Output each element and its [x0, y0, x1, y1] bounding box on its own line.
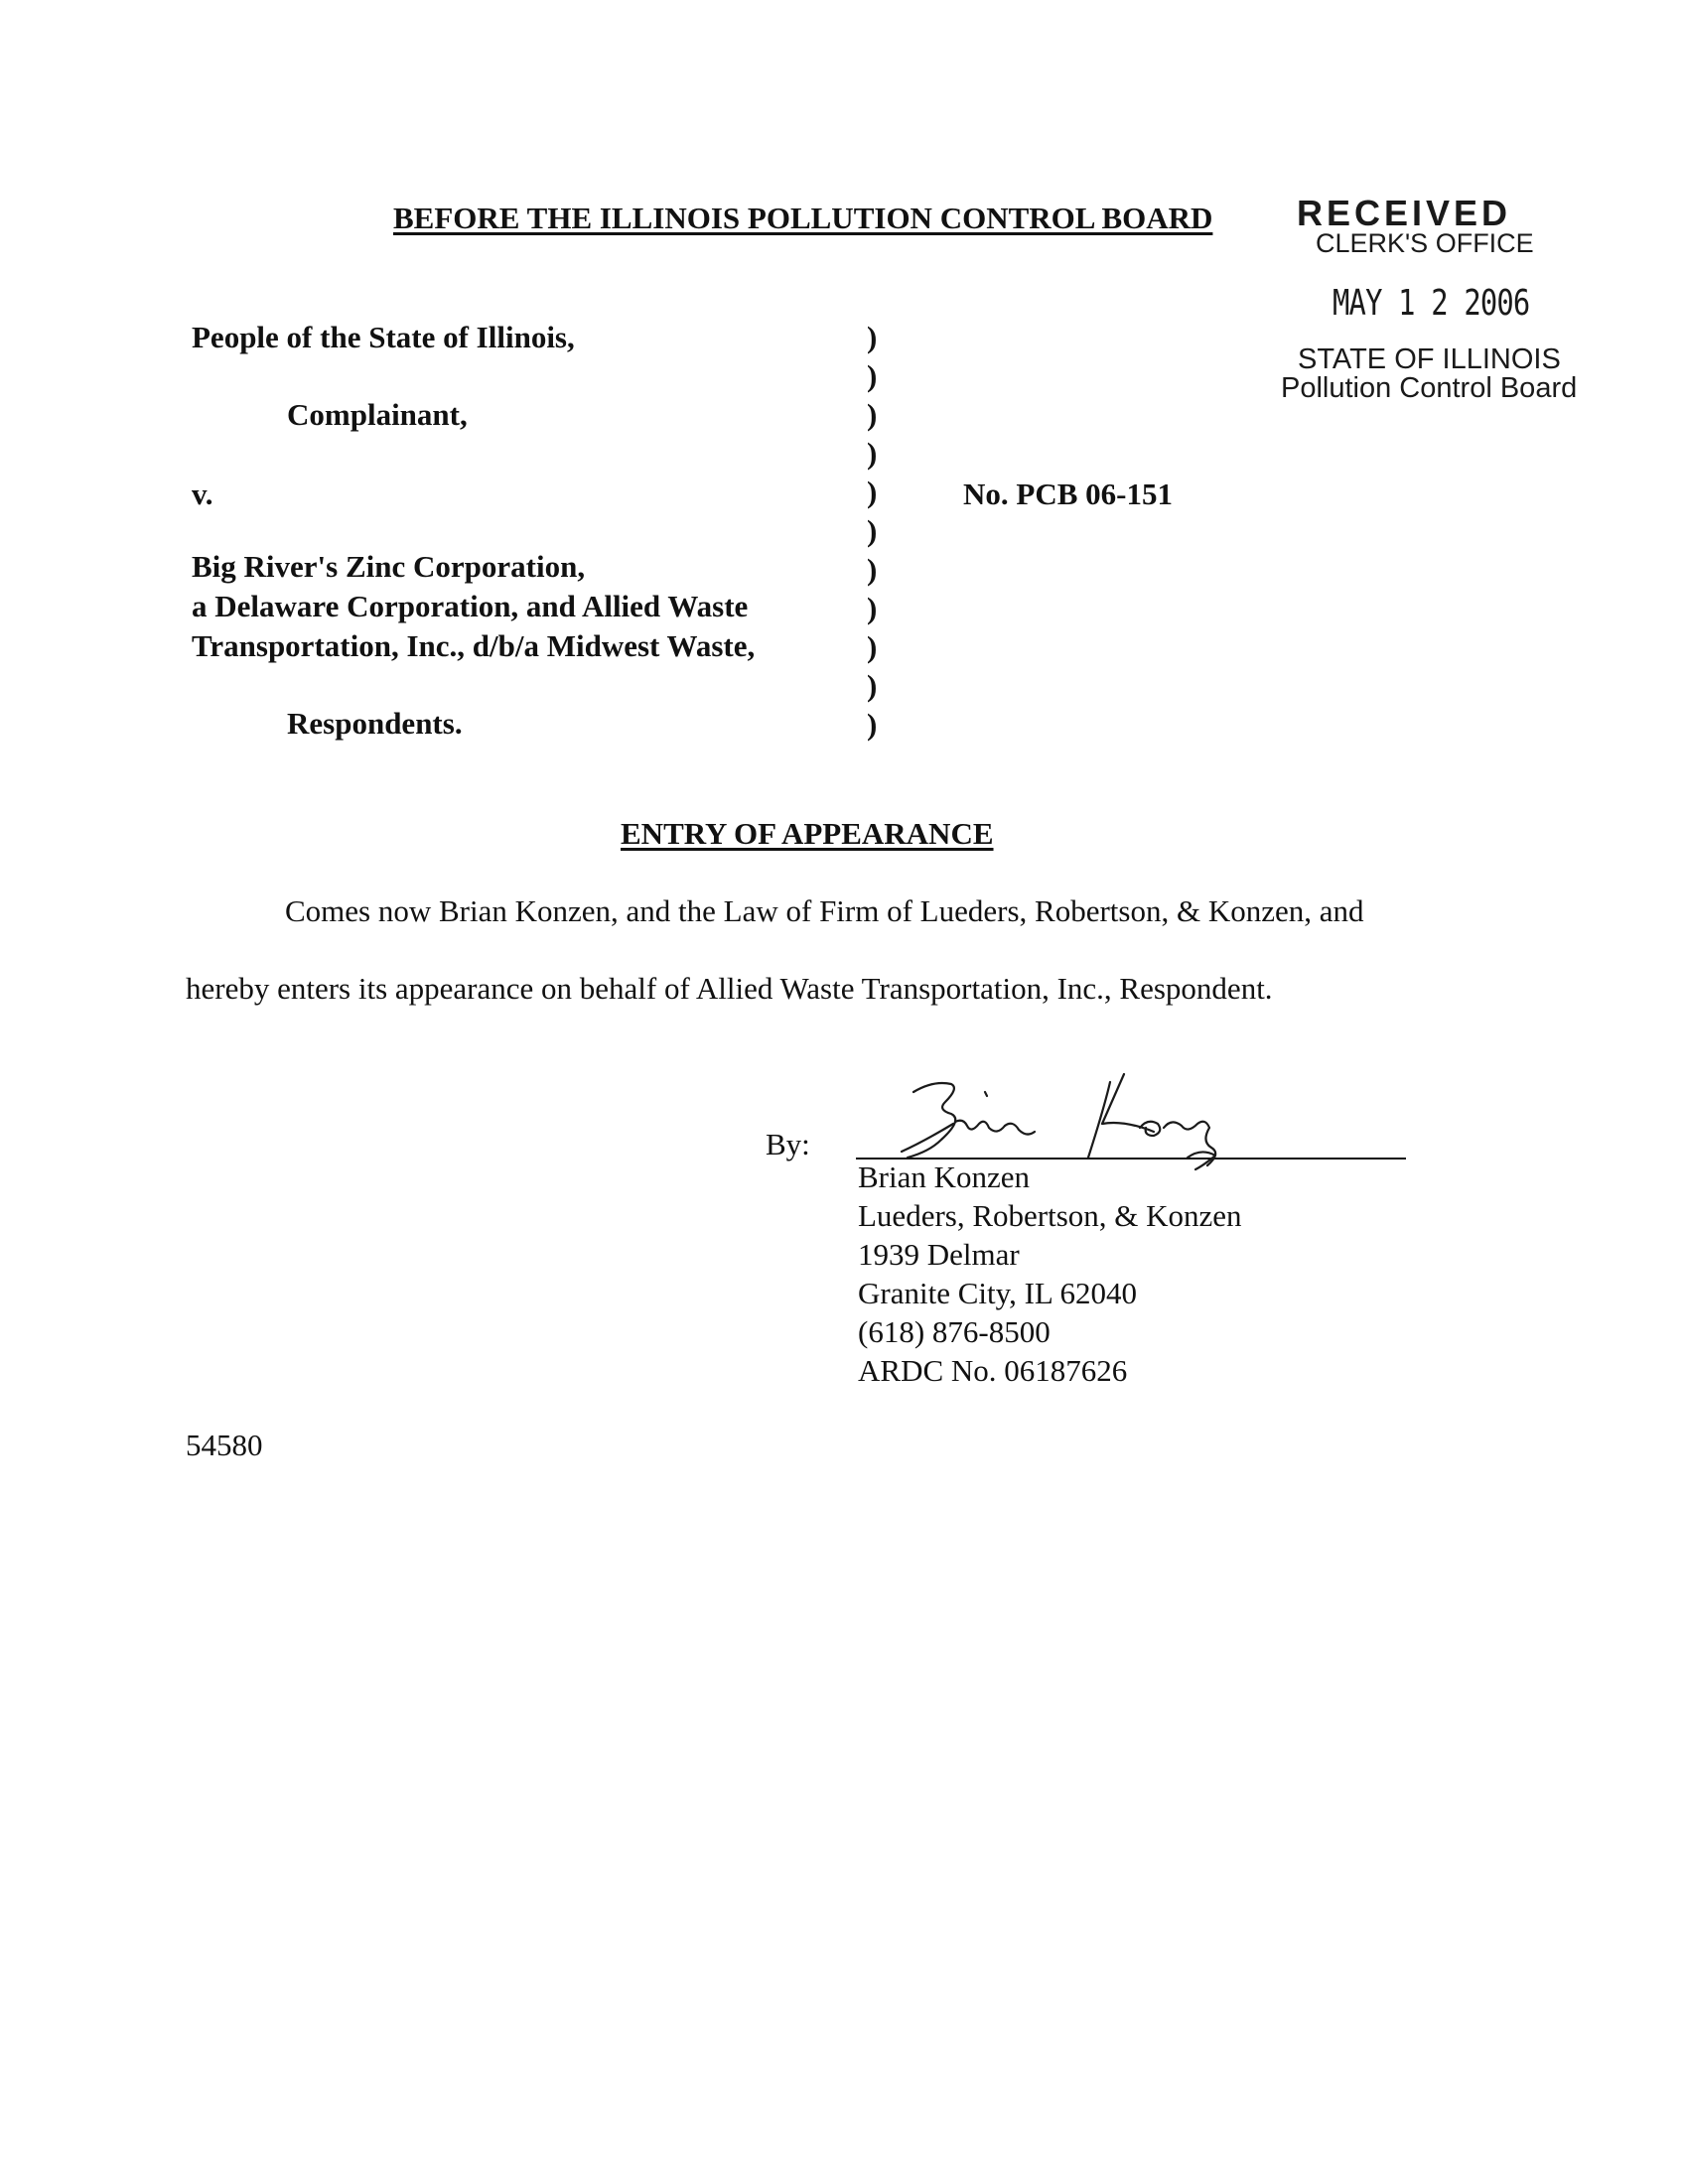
body-text-line: hereby enters its appearance on behalf of Allied Waste Transportation, Inc., Respondent.: [186, 971, 1273, 1006]
caption-paren: ): [867, 513, 878, 548]
caption-respondent-line: Big River's Zinc Corporation,: [192, 549, 586, 584]
caption-versus: v.: [192, 477, 213, 511]
ardc-number: ARDC No. 06187626: [858, 1353, 1128, 1388]
document-number: 54580: [186, 1428, 263, 1462]
city-state-zip: Granite City, IL 62040: [858, 1276, 1137, 1310]
street-address: 1939 Delmar: [858, 1237, 1020, 1272]
by-label: By:: [766, 1127, 810, 1161]
document-title: ENTRY OF APPEARANCE: [621, 816, 994, 851]
caption-paren: ): [867, 707, 878, 742]
caption-paren: ): [867, 629, 878, 664]
caption-complainant-role: Complainant,: [287, 397, 468, 432]
stamp-board: Pollution Control Board: [1281, 372, 1578, 404]
stamp-state: STATE OF ILLINOIS: [1298, 343, 1561, 375]
stamp-received-text: RECEIVED: [1297, 193, 1512, 233]
board-heading: BEFORE THE ILLINOIS POLLUTION CONTROL BOARD: [393, 201, 1213, 235]
caption-paren: ): [867, 475, 878, 509]
caption-paren: ): [867, 320, 878, 354]
law-firm: Lueders, Robertson, & Konzen: [858, 1198, 1242, 1233]
case-number: No. PCB 06-151: [963, 477, 1173, 511]
caption-paren: ): [867, 668, 878, 703]
caption-paren: ): [867, 358, 878, 393]
caption-respondent-line: a Delaware Corporation, and Allied Waste: [192, 589, 749, 623]
caption-paren: ): [867, 436, 878, 471]
caption-plaintiff: People of the State of Illinois,: [192, 320, 575, 354]
caption-paren: ): [867, 397, 878, 432]
body-text-line: Comes now Brian Konzen, and the Law of Firm of Lueders, Robertson, & Konzen, and: [285, 893, 1364, 928]
signer-name: Brian Konzen: [858, 1160, 1031, 1194]
stamp-date: MAY 1 2 2006: [1333, 283, 1530, 324]
caption-respondent-line: Transportation, Inc., d/b/a Midwest Waste,: [192, 628, 756, 663]
phone-number: (618) 876-8500: [858, 1314, 1051, 1349]
caption-paren: ): [867, 552, 878, 587]
caption-paren: ): [867, 591, 878, 625]
stamp-clerks-office: CLERK'S OFFICE: [1316, 228, 1534, 258]
caption-respondent-role: Respondents.: [287, 706, 463, 741]
